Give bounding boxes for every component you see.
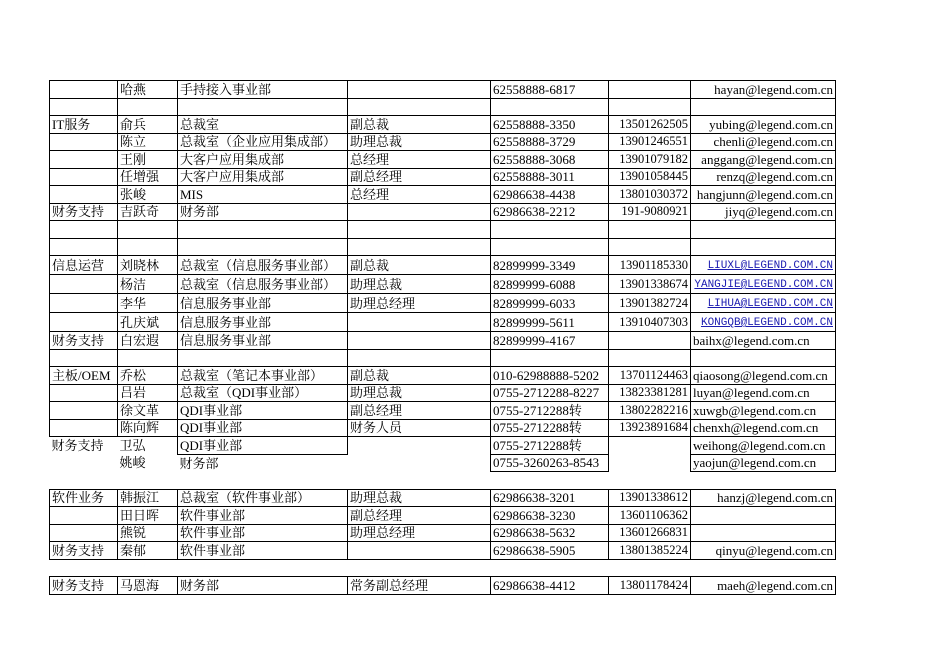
email-cell: hangjunn@legend.com.cn [691,186,836,204]
dept-cell: 总裁室 [178,116,348,134]
email-cell: hanzj@legend.com.cn [691,489,836,507]
empty-cell [691,98,836,116]
mobile-cell [609,81,691,99]
empty-cell [178,98,348,116]
phone-cell: 62986638-5632 [491,524,609,542]
empty-cell [118,238,178,256]
title-cell [348,203,491,221]
empty-cell [691,349,836,367]
title-cell [348,454,491,472]
phone-cell: 62558888-3729 [491,133,609,151]
group-cell: 主板/OEM [50,367,118,385]
dept-cell: 大客户应用集成部 [178,168,348,186]
name-cell: 孔庆斌 [118,313,178,332]
contact-row [50,81,836,99]
contact-row [50,275,836,294]
email-cell [691,524,836,542]
dept-cell: 信息服务事业部 [178,313,348,332]
contact-row [50,203,836,221]
mobile-cell [609,454,691,472]
name-cell: 韩振江 [118,489,178,507]
mobile-cell: 13901338674 [609,275,691,294]
email-cell [691,507,836,525]
phone-cell: 82899999-3349 [491,256,609,275]
name-cell: 吕岩 [118,384,178,402]
title-cell: 助理总裁 [348,489,491,507]
email-cell [691,256,836,275]
empty-cell [50,221,118,239]
mobile-cell: 13801178424 [609,577,691,595]
phone-cell: 62558888-6817 [491,81,609,99]
email-cell [691,275,836,294]
phone-cell: 010-62988888-5202 [491,367,609,385]
phone-cell: 0755-2712288转 [491,437,609,455]
empty-cell [609,349,691,367]
title-cell: 助理总裁 [348,384,491,402]
mobile-cell: 13601266831 [609,524,691,542]
dept-cell: QDI事业部 [178,419,348,437]
title-cell: 副总经理 [348,168,491,186]
title-cell: 助理总经理 [348,294,491,313]
email-cell [691,294,836,313]
phone-cell: 82899999-6033 [491,294,609,313]
phone-cell: 62558888-3350 [491,116,609,134]
contact-row [50,577,836,595]
group-cell [50,384,118,402]
title-cell: 副总裁 [348,367,491,385]
dept-cell: 财务部 [178,577,348,595]
mobile-cell: 13901246551 [609,133,691,151]
group-cell [50,186,118,204]
contact-row [50,168,836,186]
empty-cell [50,238,118,256]
email-cell: renzq@legend.com.cn [691,168,836,186]
gap-row [50,472,836,490]
name-cell: 姚峻 [119,455,146,471]
phone-cell: 0755-2712288转 [491,419,609,437]
dept-cell: 软件事业部 [178,524,348,542]
contact-row [50,116,836,134]
contact-row [50,186,836,204]
group-cell [50,402,118,420]
group-cell: 信息运营 [50,256,118,275]
phone-cell: 0755-2712288转 [491,402,609,420]
empty-cell [118,98,178,116]
contact-row [50,313,836,332]
dept-cell: 财务部 [179,455,219,471]
phone-cell: 82899999-4167 [491,332,609,350]
name-cell: 陈立 [118,133,178,151]
dept-cell: 软件事业部 [178,507,348,525]
contact-row [50,419,836,437]
dept-cell: 财务部 [178,203,348,221]
email-link[interactable]: LIHUA@LEGEND.COM.CN [707,298,833,310]
dept-cell: QDI事业部 [178,437,348,455]
title-cell: 副总裁 [348,116,491,134]
dept-cell: 总裁室（QDI事业部） [178,384,348,402]
empty-cell [609,98,691,116]
group-cell [50,151,118,169]
dept-cell: 总裁室（软件事业部） [178,489,348,507]
title-cell: 总经理 [348,186,491,204]
name-cell: 秦郁 [118,542,178,560]
mobile-cell: 13923891684 [609,419,691,437]
empty-cell [491,98,609,116]
name-cell: 徐文革 [118,402,178,420]
title-cell: 总经理 [348,151,491,169]
name-cell: 李华 [118,294,178,313]
group-cell: 财务支持 [50,542,118,560]
email-cell: maeh@legend.com.cn [691,577,836,595]
contact-row [50,256,836,275]
mobile-cell: 13910407303 [609,313,691,332]
phone-cell: 82899999-5611 [491,313,609,332]
email-cell: yubing@legend.com.cn [691,116,836,134]
group-cell: IT服务 [50,116,118,134]
name-cell: 任增强 [118,168,178,186]
dept-cell: 总裁室（笔记本事业部） [178,367,348,385]
email-cell [691,313,836,332]
empty-cell [348,238,491,256]
email-cell: chenli@legend.com.cn [691,133,836,151]
title-cell [348,332,491,350]
dept-cell: 总裁室（企业应用集成部） [178,133,348,151]
group-cell [50,133,118,151]
name-cell: 刘晓林 [118,256,178,275]
contact-row [50,454,836,472]
group-cell [50,294,118,313]
contact-row [50,507,836,525]
group-cell [50,313,118,332]
phone-cell: 62986638-3201 [491,489,609,507]
email-cell: luyan@legend.com.cn [691,384,836,402]
dept-cell: 信息服务事业部 [178,294,348,313]
email-link[interactable]: YANGJIE@LEGEND.COM.CN [694,279,833,291]
title-cell: 助理总裁 [348,275,491,294]
group-cell: 财务支持 [51,438,104,453]
contact-row [50,437,836,455]
name-cell: 田日晖 [118,507,178,525]
empty-cell [609,238,691,256]
phone-cell: 82899999-6088 [491,275,609,294]
dept-cell: QDI事业部 [178,402,348,420]
empty-cell [348,349,491,367]
group-cell [50,507,118,525]
title-cell: 副总经理 [348,507,491,525]
contact-row [50,542,836,560]
empty-cell [348,221,491,239]
phone-cell: 62558888-3011 [491,168,609,186]
name-cell: 马恩海 [118,577,178,595]
email-cell: qiaosong@legend.com.cn [691,367,836,385]
contact-row [50,384,836,402]
phone-cell: 0755-2712288-8227 [491,384,609,402]
dept-cell: 总裁室（信息服务事业部） [178,275,348,294]
title-cell: 助理总经理 [348,524,491,542]
name-cell: 熊锐 [118,524,178,542]
group-cell [50,524,118,542]
phone-cell: 62986638-2212 [491,203,609,221]
empty-cell [118,221,178,239]
email-cell: qinyu@legend.com.cn [691,542,836,560]
email-cell: hayan@legend.com.cn [691,81,836,99]
mobile-cell: 13823381281 [609,384,691,402]
dept-cell: MIS [178,186,348,204]
title-cell: 常务副总经理 [348,577,491,595]
empty-cell [178,238,348,256]
name-cell: 王刚 [118,151,178,169]
empty-cell [609,221,691,239]
mobile-cell: 13901382724 [609,294,691,313]
email-cell: baihx@legend.com.cn [691,332,836,350]
contact-row [50,151,836,169]
blank-row [50,98,836,116]
email-cell: weihong@legend.com.cn [691,437,836,455]
group-cell [50,81,118,99]
email-cell: yaojun@legend.com.cn [691,454,836,472]
mobile-cell: 13901058445 [609,168,691,186]
contact-sheet [49,80,836,595]
contact-row [50,133,836,151]
name-cell: 吉跃奇 [118,203,178,221]
mobile-cell [609,332,691,350]
phone-cell: 0755-3260263-8543 [491,454,609,472]
mobile-cell: 191-9080921 [609,203,691,221]
empty-cell [491,238,609,256]
mobile-cell: 13801030372 [609,186,691,204]
email-link[interactable]: LIUXL@LEGEND.COM.CN [707,260,833,272]
title-cell: 副总经理 [348,402,491,420]
phone-cell: 62558888-3068 [491,151,609,169]
phone-cell: 62986638-4438 [491,186,609,204]
email-cell: chenxh@legend.com.cn [691,419,836,437]
email-cell: jiyq@legend.com.cn [691,203,836,221]
group-cell: 软件业务 [50,489,118,507]
name-cell: 张峻 [118,186,178,204]
mobile-cell [609,437,691,455]
contact-row [50,332,836,350]
contact-row [50,524,836,542]
dept-cell: 大客户应用集成部 [178,151,348,169]
group-cell [50,419,118,437]
name-cell: 哈燕 [118,81,178,99]
name-cell: 杨洁 [118,275,178,294]
phone-cell: 62986638-5905 [491,542,609,560]
empty-cell [691,221,836,239]
empty-cell [491,221,609,239]
dept-cell: 软件事业部 [178,542,348,560]
contact-row [50,489,836,507]
contact-row [50,367,836,385]
title-cell [348,542,491,560]
empty-cell [348,98,491,116]
name-cell: 俞兵 [118,116,178,134]
mobile-cell: 13501262505 [609,116,691,134]
group-cell [50,168,118,186]
gap-row [50,559,836,577]
group-cell [50,275,118,294]
mobile-cell: 13601106362 [609,507,691,525]
title-cell: 财务人员 [348,419,491,437]
dept-cell: 总裁室（信息服务事业部） [178,256,348,275]
email-link[interactable]: KONGQB@LEGEND.COM.CN [700,317,833,329]
empty-cell [491,349,609,367]
empty-cell [178,221,348,239]
contact-row [50,402,836,420]
title-cell: 副总裁 [348,256,491,275]
mobile-cell: 13802282216 [609,402,691,420]
phone-cell: 62986638-3230 [491,507,609,525]
blank-row [50,349,836,367]
title-cell [348,81,491,99]
contact-table [49,80,836,595]
email-cell: anggang@legend.com.cn [691,151,836,169]
name-cell: 乔松 [118,367,178,385]
title-cell: 助理总裁 [348,133,491,151]
empty-cell [691,238,836,256]
dept-cell: 手持接入事业部 [178,81,348,99]
name-cell: 卫弘 [119,438,146,453]
name-cell: 陈向辉 [118,419,178,437]
email-cell: xuwgb@legend.com.cn [691,402,836,420]
dept-cell: 信息服务事业部 [178,332,348,350]
mobile-cell: 13901338612 [609,489,691,507]
mobile-cell: 13801385224 [609,542,691,560]
group-cell: 财务支持 [50,577,118,595]
mobile-cell: 13701124463 [609,367,691,385]
blank-row [50,221,836,239]
group-cell [50,454,118,472]
contact-row [50,294,836,313]
empty-cell [50,349,118,367]
phone-cell: 62986638-4412 [491,577,609,595]
group-cell: 财务支持 [50,203,118,221]
mobile-cell: 13901185330 [609,256,691,275]
blank-row [50,238,836,256]
group-cell: 财务支持 [50,332,118,350]
empty-cell [178,349,348,367]
empty-cell [50,98,118,116]
title-cell [348,313,491,332]
empty-cell [118,349,178,367]
mobile-cell: 13901079182 [609,151,691,169]
title-cell [348,437,491,455]
name-cell: 白宏遐 [118,332,178,350]
